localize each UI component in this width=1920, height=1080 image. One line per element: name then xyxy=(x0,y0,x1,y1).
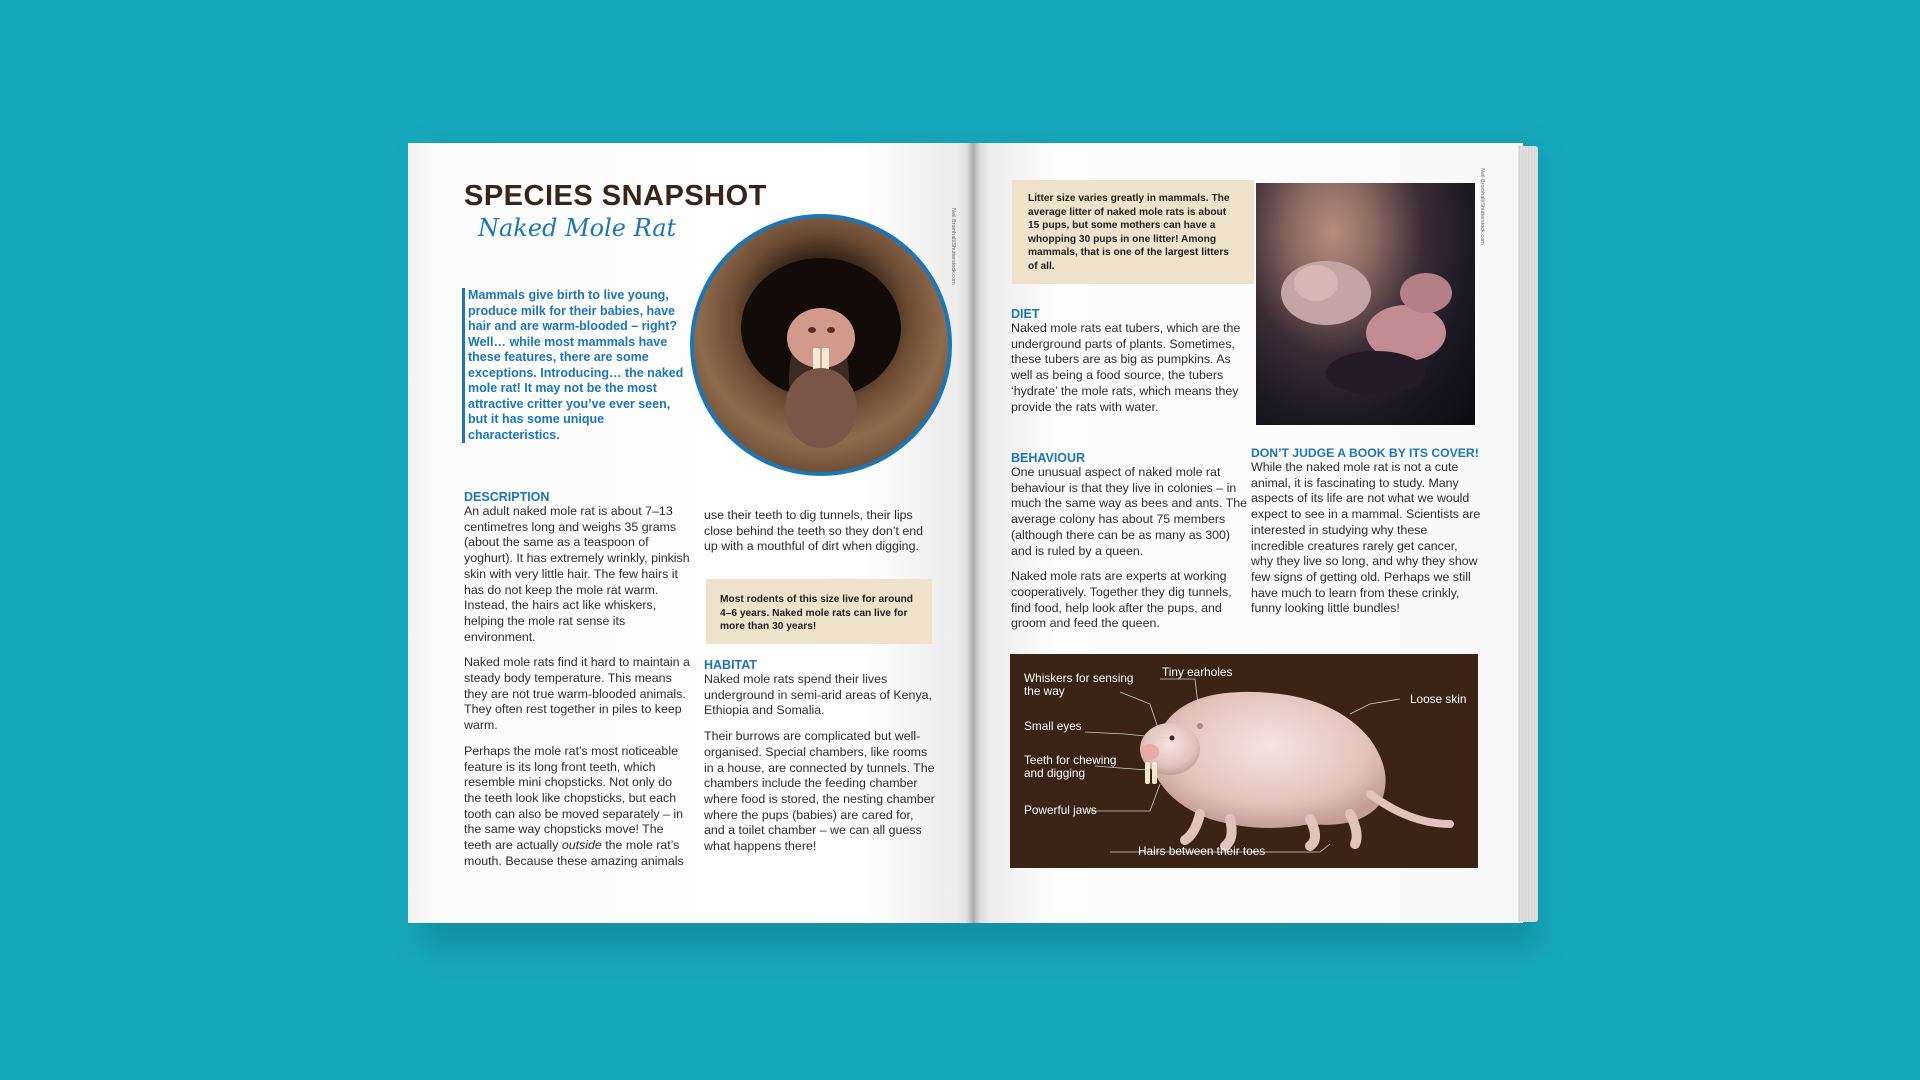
litter-callout-text: Litter size varies greatly in mammals. The average litter of naked mole rats is about 15 pups, but some mothers can have a whopping 30 pups in one litter! Among mammals, that is one of the largest litters of all. xyxy=(1028,193,1230,272)
label-whiskers: Whiskers for sensing the way xyxy=(1024,671,1134,698)
description-continued xyxy=(704,508,930,565)
description-body xyxy=(464,504,690,869)
lifespan-callout xyxy=(706,579,932,644)
behaviour-section xyxy=(1011,451,1247,642)
page-subtitle: Naked Mole Rat xyxy=(478,214,677,242)
photo-credit-left: Neil Bromhall/Shutterstock.com xyxy=(950,208,956,285)
cover-body xyxy=(1251,460,1483,617)
intro-paragraph: Mammals give birth to live young, produce milk for their babies, have hair and are warm-blooded – right? Well… while most mammals have these features, there are some exceptions. Introducing… the naked mole rat! It may not be the most attractive critter you’ve ever seen, but it has some unique characteristics. xyxy=(468,288,684,442)
label-teeth: Teeth for chewing and digging xyxy=(1024,753,1117,780)
intro-text xyxy=(462,288,684,443)
book-spine xyxy=(966,143,980,923)
behaviour-body xyxy=(1011,465,1247,632)
habitat-heading: HABITAT xyxy=(704,658,757,672)
label-toes: Hairs between their toes xyxy=(1138,844,1266,858)
behaviour-p1: One unusual aspect of naked mole rat behaviour is that they live in colonies – in much the same way as bees and ants. The average colony has about 75 members (although there can be as many as 300) and is ruled by a queen. xyxy=(1011,465,1248,558)
habitat-p2: Their burrows are complicated but well-organised. Special chambers, like rooms in a house, are connected by tunnels. The chambers include the feeding chamber where food is stored, the nesting chamber where the pups (babies) are cared for, and a toilet chamber – we can all guess what happens there! xyxy=(704,729,935,854)
page-edges xyxy=(1518,146,1538,922)
cover-heading: DON’T JUDGE A BOOK BY ITS COVER! xyxy=(1251,446,1479,460)
behaviour-heading: BEHAVIOUR xyxy=(1011,451,1086,465)
habitat-body xyxy=(704,672,936,855)
description-p1: An adult naked mole rat is about 7–13 centimetres long and weighs 35 grams (about the same as a teaspoon of yoghurt). It has extremely wrinkly, pinkish skin with very little hair. The few hairs it has do not keep the mole rat warm. Instead, the hairs act like whiskers, helping the mole rat sense its environment. xyxy=(464,504,690,644)
pups-illustration xyxy=(1256,183,1475,425)
label-jaws: Powerful jaws xyxy=(1024,803,1097,817)
label-loose-skin: Loose skin xyxy=(1410,692,1467,706)
mole-rat-burrow-photo xyxy=(690,214,952,476)
label-earholes: Tiny earholes xyxy=(1162,665,1233,679)
mole-rat-pups-photo xyxy=(1256,183,1475,425)
description-p3-continued: use their teeth to dig tunnels, their lips close behind the teeth so they don’t end up with a mouthful of dirt when digging. xyxy=(704,508,924,554)
description-section xyxy=(464,490,690,879)
label-small-eyes: Small eyes xyxy=(1024,719,1082,733)
mole-rat-illustration xyxy=(694,218,948,472)
habitat-p1: Naked mole rats spend their lives underground in semi-arid areas of Kenya, Ethiopia and Somalia. xyxy=(704,672,932,718)
diet-body xyxy=(1011,321,1247,415)
page-title: SPECIES SNAPSHOT xyxy=(464,180,767,212)
photo-credit-right: Neil Bromhall/Shutterstock.com xyxy=(1479,168,1485,245)
habitat-section xyxy=(704,658,936,865)
diet-heading: DIET xyxy=(1011,307,1040,321)
description-p2: Naked mole rats find it hard to maintain a steady body temperature. This means they are not true warm-blooded animals. They often rest together in piles to keep warm. xyxy=(464,655,690,733)
diet-section xyxy=(1011,307,1247,425)
description-p3: Perhaps the mole rat’s most noticeable feature is its long front teeth, which resemble mini chopsticks. Not only do the teeth look like chopsticks, but each tooth can also be moved separately – in the same way chopsticks move! The teeth are actually outside the mole rat’s mouth. Because these amazing animals xyxy=(464,743,684,868)
cover-section xyxy=(1251,446,1483,627)
description-heading: DESCRIPTION xyxy=(464,490,550,504)
cover-p1: While the naked mole rat is not a cute animal, it is fascinating to study. Many aspects of its life are not what we would expect to see in a mammal. Scientists are interested in studying why these incredible creatures rarely get cancer, why they live so long, and why they show few signs of getting old. Perhaps we still have much to learn from these crinkly, funny looking little bundles! xyxy=(1251,460,1481,616)
anatomy-panel xyxy=(1010,654,1478,868)
litter-callout xyxy=(1012,180,1254,284)
diet-p1: Naked mole rats eat tubers, which are the underground parts of plants. Sometimes, these tubers are as big as pumpkins. As well as being a food source, the tubers ‘hydrate’ the mole rats, which means they provide the rats with water. xyxy=(1011,321,1241,414)
lifespan-callout-text: Most rodents of this size live for around 4–6 years. Naked mole rats can live for more than 30 years! xyxy=(720,594,914,632)
behaviour-p2: Naked mole rats are experts at working cooperatively. Together they dig tunnels, find food, help look after the pups, and groom and feed the queen. xyxy=(1011,569,1232,631)
